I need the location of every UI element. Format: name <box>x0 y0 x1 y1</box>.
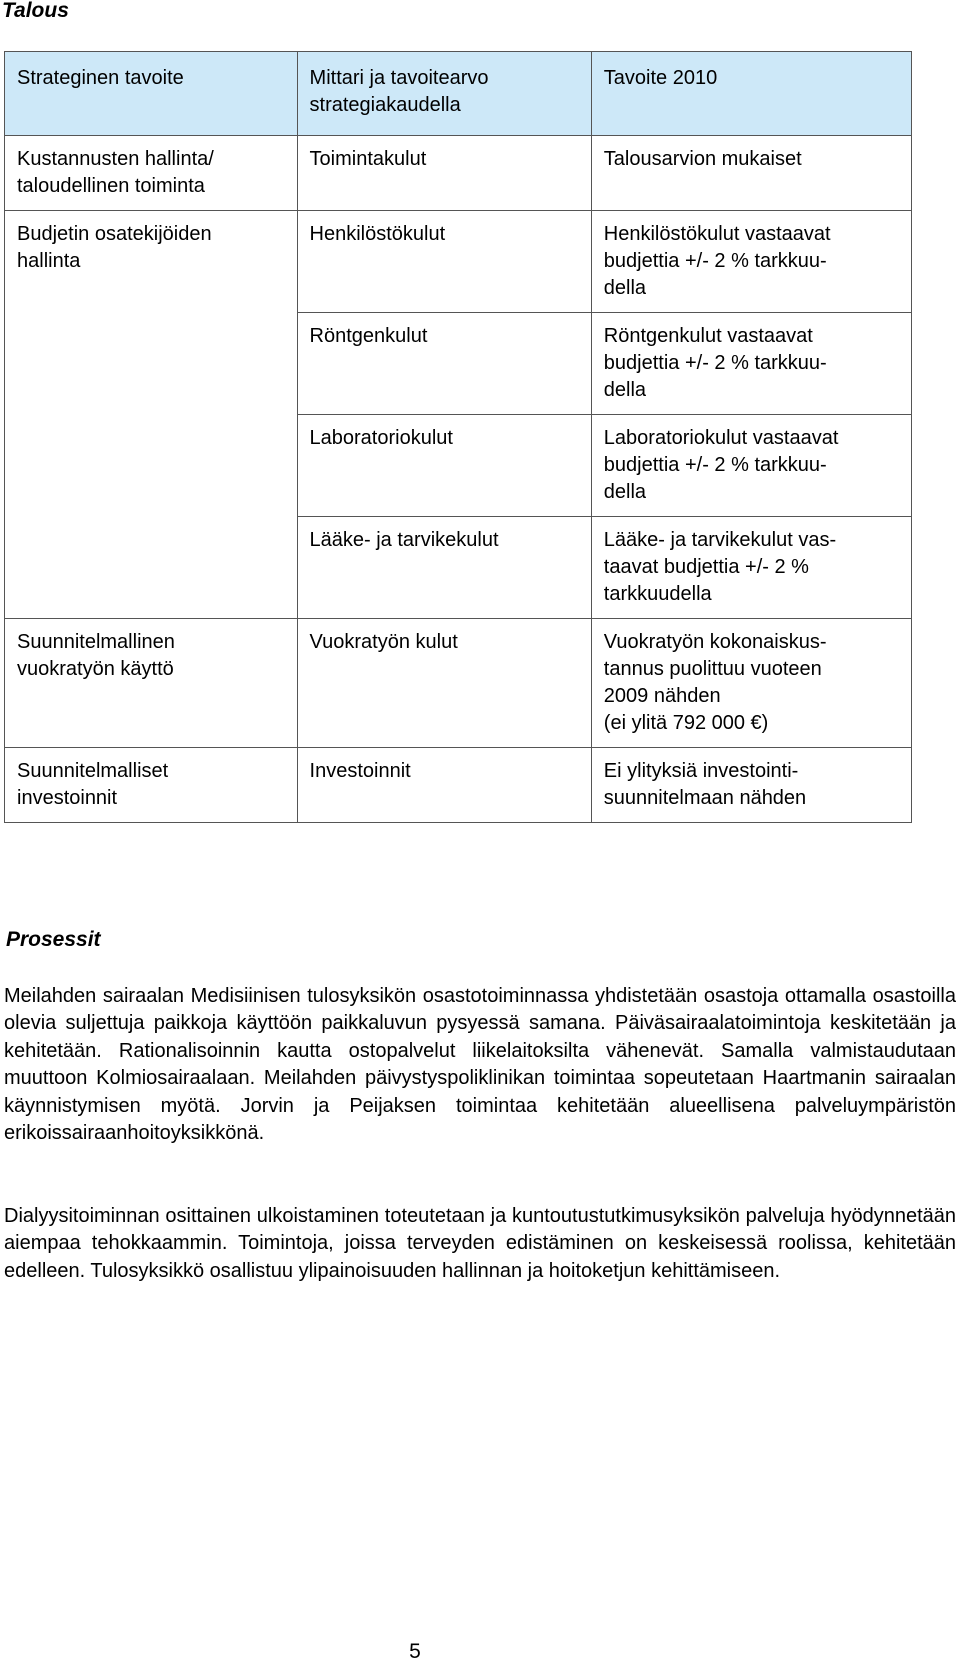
target-cell: Vuokratyön kokonaiskus- tannus puolittuu vuoteen 2009 nähden (ei ylitä 792 000 €) <box>591 619 911 748</box>
goal-cell: Kustannusten hallinta/ taloudellinen toiminta <box>5 136 298 211</box>
metric-cell: Toimintakulut <box>297 136 591 211</box>
target-cell: Henkilöstökulut vastaavat budjettia +/- 2 % tarkkuu- della <box>591 211 911 313</box>
goal-cell: Suunnitelmallinen vuokratyön käyttö <box>5 619 298 748</box>
target-cell: Talousarvion mukaiset <box>591 136 911 211</box>
header-metric: Mittari ja tavoitearvo strategiakaudella <box>297 52 591 136</box>
goal-cell: Budjetin osatekijöiden hallinta <box>5 211 298 313</box>
metric-cell: Henkilöstökulut <box>297 211 591 313</box>
metric-cell: Röntgenkulut <box>297 313 591 415</box>
paragraph-processes-1: Meilahden sairaalan Medisiinisen tulosyksikön osastotoiminnassa yhdistetään osastoja ottamalla osastoilla olevia suljettuja paikkoja käyttöön paikkaluvun pysyessä samana. Päiväsairaalatoimintoja keskitetään ja kehitetään. Rationalisoinnin kautta ostopalvelut liikelaitoksilta vähenevät. Samalla valmistaudutaan muuttoon Kolmiosairaalaan. Meilahden päivystyspoliklinikan toimintaa sopeutetaan Haartmanin sairaalan käynnistymisen myötä. Jorvin ja Peijaksen toimintaa kehitetään alueellisena palveluympäristön erikoissairaanhoitoyksikkönä. <box>4 985 956 1145</box>
table-row <box>5 748 912 823</box>
target-cell: Laboratoriokulut vastaavat budjettia +/- 2 % tarkkuu- della <box>591 415 911 517</box>
metric-cell: Lääke- ja tarvikekulut <box>297 517 591 619</box>
table-row <box>5 415 912 517</box>
table-row <box>5 619 912 748</box>
metric-cell: Investoinnit <box>297 748 591 823</box>
target-cell: Ei ylityksiä investointi- suunnitelmaan nähden <box>591 748 911 823</box>
section-title-prosessit: Prosessit <box>6 928 101 951</box>
target-cell: Lääke- ja tarvikekulut vas- taavat budjettia +/- 2 % tarkkuudella <box>591 517 911 619</box>
goal-cell: Suunnitelmalliset investoinnit <box>5 748 298 823</box>
table-row <box>5 517 912 619</box>
metric-cell: Vuokratyön kulut <box>297 619 591 748</box>
table-row <box>5 313 912 415</box>
goal-cell <box>5 313 298 415</box>
header-target-2010: Tavoite 2010 <box>591 52 911 136</box>
table-header-row <box>5 52 912 136</box>
table-row <box>5 211 912 313</box>
table-row <box>5 136 912 211</box>
paragraph-processes-2: Dialyysitoiminnan osittainen ulkoistaminen toteutetaan ja kuntoutustutkimusyksikön palveluja hyödynnetään aiempaa tehokkaammin. Toimintoja, joissa terveyden edistäminen on keskeisessä roolissa, kehitetään edelleen. Tulosyksikkö osallistuu ylipainoisuuden hallinnan ja hoitoketjun kehittämiseen. <box>4 1205 956 1282</box>
header-strategic-goal: Strateginen tavoite <box>5 52 298 136</box>
section-title-talous: Talous <box>2 0 69 22</box>
target-cell: Röntgenkulut vastaavat budjettia +/- 2 % tarkkuu- della <box>591 313 911 415</box>
goal-cell <box>5 517 298 619</box>
goals-table <box>4 51 912 823</box>
metric-cell: Laboratoriokulut <box>297 415 591 517</box>
page-number: 5 <box>409 1640 421 1663</box>
goal-cell <box>5 415 298 517</box>
